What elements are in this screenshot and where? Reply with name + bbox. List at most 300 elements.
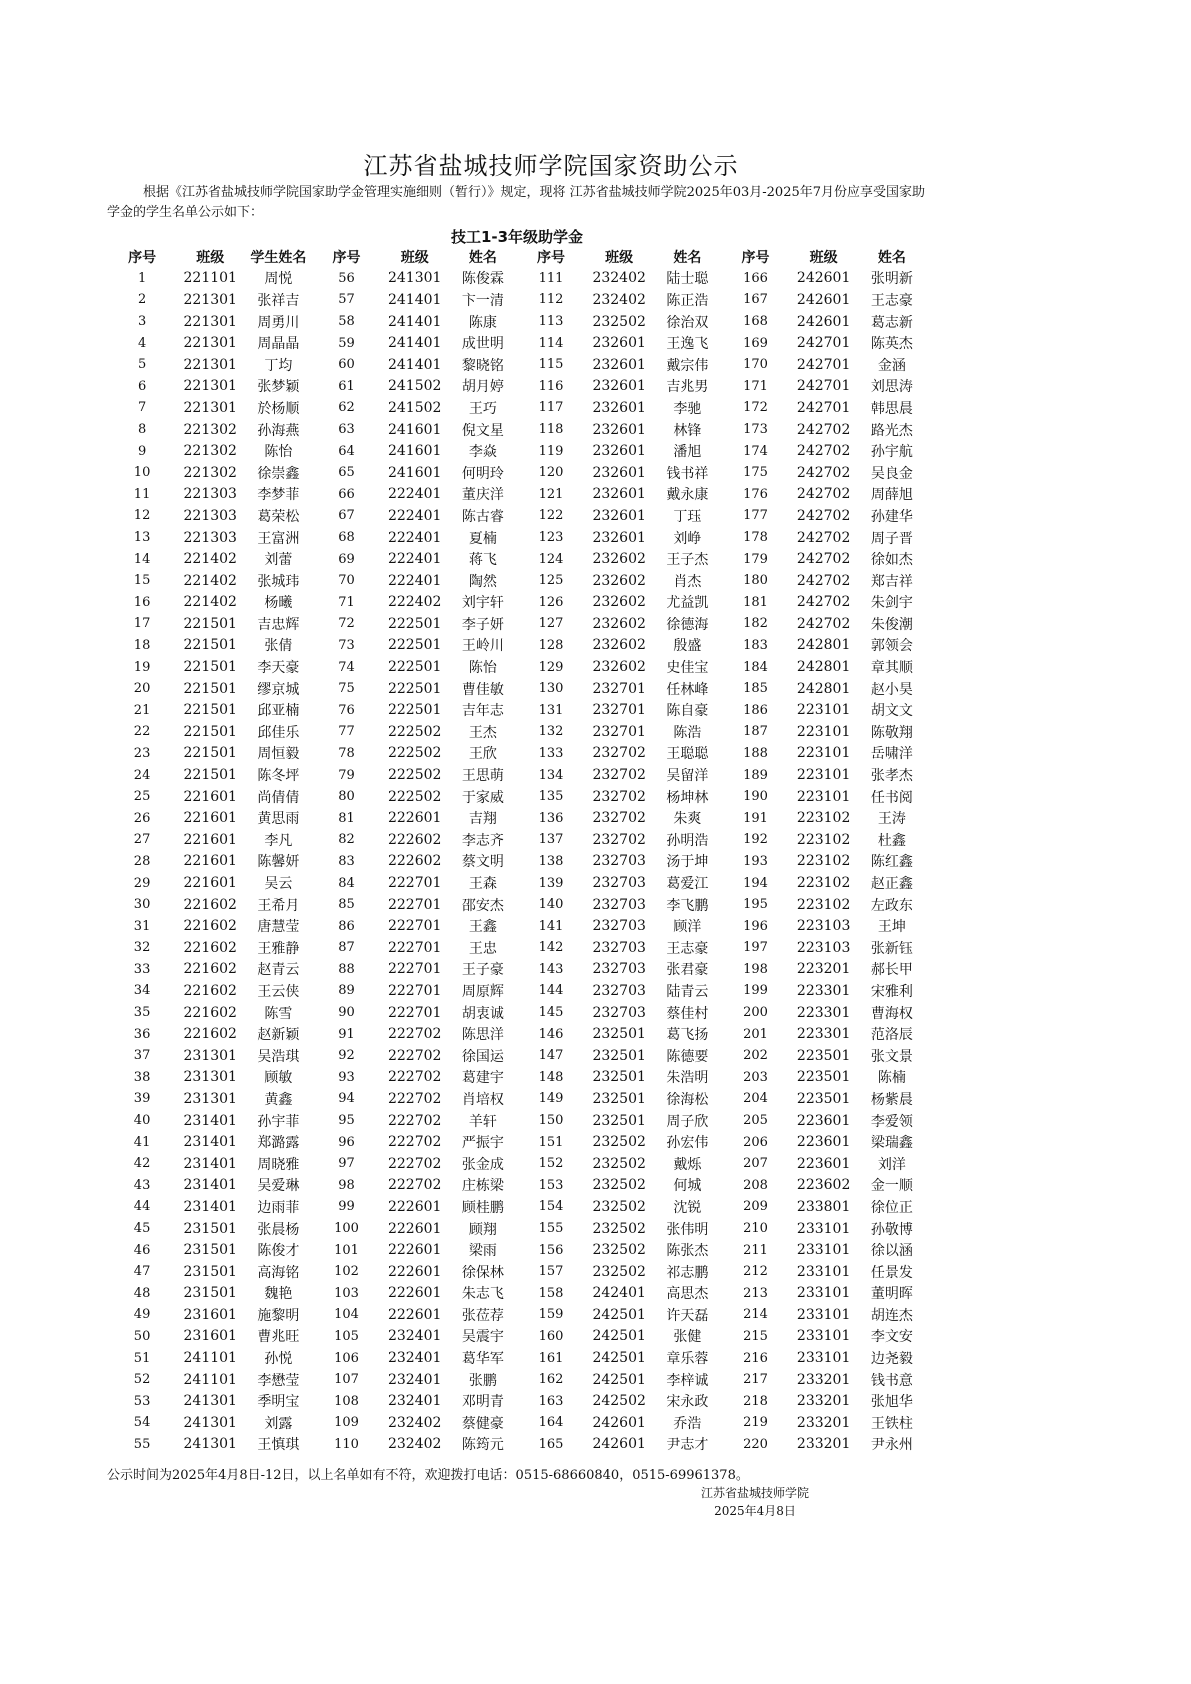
- row-number: 68: [338, 530, 355, 546]
- class-code: 242801: [796, 659, 851, 676]
- class-code: 222602: [387, 831, 442, 848]
- student-name: 葛志新: [870, 314, 913, 331]
- row-number: 124: [538, 551, 564, 567]
- class-code: 233801: [796, 1198, 851, 1215]
- row-number: 69: [338, 551, 355, 567]
- row-number: 174: [743, 443, 768, 459]
- student-name: 於杨顺: [257, 400, 300, 417]
- row-number: 198: [743, 961, 768, 977]
- student-name: 张伟明: [666, 1221, 709, 1238]
- row-number: 208: [743, 1177, 768, 1193]
- class-code: 232402: [592, 270, 646, 287]
- student-name: 王子豪: [461, 962, 504, 979]
- class-code: 222701: [387, 961, 442, 978]
- class-code: 221303: [183, 529, 237, 546]
- row-number: 65: [338, 465, 355, 481]
- class-code: 232402: [592, 291, 646, 308]
- student-name: 孙明浩: [666, 832, 709, 849]
- class-code: 232402: [387, 1436, 442, 1453]
- table-row: [108, 1283, 926, 1305]
- student-name: 王慎琪: [257, 1437, 300, 1454]
- student-name: 陈俊才: [257, 1243, 300, 1260]
- row-number: 167: [743, 292, 768, 308]
- student-name: 陈德要: [666, 1048, 709, 1065]
- row-number: 154: [538, 1199, 564, 1215]
- table-row: [108, 1153, 926, 1175]
- student-name: 葛飞扬: [666, 1027, 709, 1044]
- student-name: 胡衷诚: [461, 1005, 504, 1022]
- class-code: 223101: [796, 745, 851, 762]
- row-number: 108: [334, 1393, 359, 1409]
- row-number: 26: [133, 810, 151, 826]
- row-number: 97: [338, 1156, 355, 1172]
- row-number: 216: [743, 1350, 768, 1366]
- student-name: 汤于坤: [666, 854, 709, 871]
- row-number: 99: [338, 1199, 355, 1215]
- student-name: 陈敬翔: [870, 724, 913, 741]
- student-name: 朱俊潮: [870, 616, 913, 633]
- row-number: 109: [334, 1415, 359, 1431]
- row-number: 62: [338, 400, 355, 416]
- row-number: 135: [538, 789, 564, 805]
- row-number: 49: [133, 1307, 151, 1323]
- class-code: 232602: [592, 551, 646, 568]
- student-name: 李凡: [264, 832, 293, 849]
- row-number: 27: [133, 832, 151, 848]
- student-name: 张鹏: [468, 1372, 497, 1389]
- row-number: 28: [133, 853, 151, 869]
- row-number: 132: [538, 724, 564, 740]
- row-number: 157: [538, 1264, 564, 1280]
- row-number: 43: [133, 1177, 151, 1193]
- class-code: 222601: [387, 1198, 442, 1215]
- table-row: [108, 289, 926, 311]
- row-number: 187: [743, 724, 768, 740]
- student-name: 肖培权: [461, 1091, 504, 1108]
- row-number: 159: [538, 1307, 564, 1323]
- notice-footer: 公示时间为2025年4月8日-12日，以上名单如有不符，欢迎拨打电话：0515-68660840，0515-69961378。: [107, 1468, 749, 1483]
- row-number: 127: [538, 616, 564, 632]
- student-name: 林锋: [673, 422, 702, 439]
- student-name: 陆青云: [666, 983, 709, 1000]
- class-code: 221303: [183, 507, 237, 524]
- row-number: 183: [743, 637, 768, 653]
- row-number: 75: [338, 681, 355, 697]
- class-code: 232601: [592, 378, 646, 395]
- row-number: 64: [338, 443, 355, 459]
- row-number: 141: [538, 918, 564, 934]
- row-number: 100: [334, 1221, 359, 1237]
- student-name: 徐保林: [461, 1264, 504, 1281]
- table-row: [108, 937, 926, 959]
- row-number: 90: [338, 1005, 355, 1021]
- student-name: 羊轩: [468, 1113, 497, 1130]
- table-row: [108, 505, 926, 527]
- student-name: 徐如杰: [870, 552, 913, 569]
- table-row: [108, 656, 926, 678]
- row-number: 195: [743, 897, 768, 913]
- student-name: 陈俊霖: [461, 271, 504, 288]
- table-row: [108, 1390, 926, 1412]
- row-number: 53: [133, 1393, 151, 1409]
- class-code: 232703: [592, 896, 646, 913]
- student-name: 李焱: [468, 444, 497, 461]
- row-number: 158: [538, 1285, 564, 1301]
- student-name: 蔡健豪: [461, 1415, 504, 1432]
- student-name: 王希月: [257, 897, 300, 914]
- student-name: 章其顺: [870, 660, 913, 677]
- row-number: 175: [743, 465, 768, 481]
- row-number: 129: [538, 659, 564, 675]
- row-number: 151: [538, 1134, 564, 1150]
- row-number: 72: [338, 616, 355, 632]
- table-row: [108, 1002, 926, 1024]
- table-row: [108, 786, 926, 808]
- row-number: 84: [338, 875, 355, 891]
- class-code: 242702: [796, 443, 851, 460]
- student-name: 肖杰: [673, 573, 702, 590]
- student-name: 陈康: [468, 314, 497, 331]
- student-name: 顾桂鹏: [461, 1199, 504, 1216]
- row-number: 66: [338, 486, 355, 502]
- row-number: 105: [334, 1328, 359, 1344]
- row-number: 92: [338, 1048, 355, 1064]
- class-code: 221601: [183, 831, 237, 848]
- row-number: 169: [743, 335, 768, 351]
- class-code: 222601: [387, 1263, 442, 1280]
- row-number: 13: [133, 530, 151, 546]
- row-number: 180: [743, 573, 768, 589]
- row-number: 219: [743, 1415, 768, 1431]
- class-code: 232601: [592, 529, 646, 546]
- table-row: [108, 1218, 926, 1240]
- class-code: 241301: [183, 1436, 237, 1453]
- row-number: 120: [538, 465, 564, 481]
- column-header: 姓名: [468, 249, 497, 266]
- class-code: 233201: [796, 1371, 851, 1388]
- student-name: 钱书意: [870, 1372, 913, 1389]
- table-row: [108, 397, 926, 419]
- student-name: 尤益凯: [666, 595, 709, 612]
- row-number: 139: [538, 875, 564, 891]
- row-number: 128: [538, 637, 564, 653]
- class-code: 222601: [387, 1306, 442, 1323]
- row-number: 113: [538, 314, 564, 330]
- table-row: [108, 1088, 926, 1110]
- class-code: 242702: [796, 507, 851, 524]
- student-name: 陆士聪: [666, 271, 709, 288]
- student-name: 胡月婷: [461, 379, 504, 396]
- class-code: 221602: [183, 918, 237, 935]
- class-code: 222401: [387, 507, 442, 524]
- student-name: 陈怡: [264, 444, 293, 461]
- student-name: 吴浩琪: [257, 1048, 300, 1065]
- row-number: 86: [338, 918, 355, 934]
- row-number: 18: [133, 637, 151, 653]
- class-code: 222702: [387, 1112, 442, 1129]
- signature-org: 江苏省盐城技师学院: [700, 1486, 809, 1500]
- student-name: 金涵: [877, 357, 906, 374]
- row-number: 51: [133, 1350, 151, 1366]
- row-number: 152: [538, 1156, 564, 1172]
- class-code: 232501: [592, 1090, 646, 1107]
- student-name: 徐以涵: [870, 1243, 913, 1260]
- signature-date: 2025年4月8日: [714, 1504, 796, 1518]
- row-number: 8: [137, 422, 147, 438]
- class-code: 231501: [183, 1242, 237, 1259]
- column-header: 序号: [332, 249, 361, 266]
- student-name: 黎晓铭: [461, 357, 504, 374]
- row-number: 35: [133, 1005, 151, 1021]
- student-name: 缪京城: [257, 681, 300, 698]
- class-code: 223101: [796, 767, 851, 784]
- row-number: 87: [338, 940, 355, 956]
- student-name: 张孝杰: [870, 768, 913, 785]
- student-name: 刘蕾: [264, 552, 293, 569]
- class-code: 233101: [796, 1263, 851, 1280]
- class-code: 222502: [387, 723, 442, 740]
- student-name: 徐位正: [870, 1199, 913, 1216]
- row-number: 79: [338, 767, 355, 783]
- student-name: 岳啸洋: [870, 746, 913, 763]
- student-name: 赵小昊: [870, 681, 913, 698]
- row-number: 188: [743, 745, 768, 761]
- student-name: 邓明青: [461, 1394, 504, 1411]
- row-number: 119: [538, 443, 564, 459]
- student-name: 张新钰: [870, 940, 913, 957]
- class-code: 241502: [387, 378, 442, 395]
- class-code: 232702: [592, 767, 646, 784]
- row-number: 104: [334, 1307, 359, 1323]
- row-number: 3: [137, 314, 147, 330]
- class-code: 221601: [183, 810, 237, 827]
- table-row: [108, 1110, 926, 1132]
- table-row: [108, 829, 926, 851]
- student-name: 蒋飞: [468, 552, 497, 569]
- row-number: 116: [538, 378, 564, 394]
- class-code: 232701: [592, 702, 646, 719]
- class-code: 223601: [796, 1134, 851, 1151]
- class-code: 232602: [592, 659, 646, 676]
- row-number: 181: [743, 594, 768, 610]
- student-name: 尚倩倩: [257, 789, 300, 806]
- student-name: 陈筠元: [461, 1437, 504, 1454]
- class-code: 223102: [796, 853, 851, 870]
- row-number: 200: [743, 1005, 768, 1021]
- row-number: 214: [743, 1307, 768, 1323]
- class-code: 242501: [592, 1350, 646, 1367]
- student-name: 吴爱琳: [257, 1178, 300, 1195]
- row-number: 150: [538, 1113, 564, 1129]
- student-name: 乔浩: [673, 1415, 702, 1432]
- row-number: 197: [743, 940, 768, 956]
- class-code: 222702: [387, 1026, 442, 1043]
- row-number: 2: [137, 292, 147, 308]
- class-code: 233101: [796, 1306, 851, 1323]
- student-name: 邱佳乐: [257, 724, 300, 741]
- class-code: 232401: [387, 1350, 442, 1367]
- class-code: 241401: [387, 313, 442, 330]
- student-name: 魏艳: [264, 1286, 293, 1303]
- student-name: 李子妍: [461, 616, 504, 633]
- table-row: [108, 354, 926, 376]
- student-name: 胡文文: [870, 703, 913, 720]
- row-number: 147: [538, 1048, 564, 1064]
- row-number: 31: [133, 918, 151, 934]
- table-row: [108, 915, 926, 937]
- student-name: 成世明: [461, 336, 504, 353]
- student-name: 葛建宇: [461, 1070, 504, 1087]
- student-name: 王志豪: [870, 292, 913, 309]
- row-number: 61: [338, 378, 355, 394]
- student-name: 尹志才: [666, 1437, 709, 1454]
- class-code: 241601: [387, 443, 442, 460]
- table-row: [108, 527, 926, 549]
- table-row: [108, 1347, 926, 1369]
- row-number: 155: [538, 1221, 564, 1237]
- class-code: 232402: [387, 1414, 442, 1431]
- student-name: 葛爱江: [666, 876, 709, 893]
- class-code: 232601: [592, 443, 646, 460]
- row-number: 63: [338, 422, 355, 438]
- row-number: 34: [133, 983, 151, 999]
- row-number: 80: [338, 789, 355, 805]
- row-number: 78: [338, 745, 355, 761]
- row-number: 190: [743, 789, 768, 805]
- class-code: 222501: [387, 680, 442, 697]
- student-name: 吉忠辉: [257, 616, 300, 633]
- class-code: 233101: [796, 1242, 851, 1259]
- class-code: 232501: [592, 1112, 646, 1129]
- class-code: 242401: [592, 1285, 646, 1302]
- row-number: 140: [538, 897, 564, 913]
- row-number: 148: [538, 1069, 564, 1085]
- class-code: 221501: [183, 637, 237, 654]
- row-number: 5: [137, 357, 147, 373]
- row-number: 112: [538, 292, 564, 308]
- row-number: 96: [338, 1134, 355, 1150]
- class-code: 232401: [387, 1328, 442, 1345]
- student-name: 杨曦: [264, 595, 293, 612]
- table-row: [108, 419, 926, 441]
- student-name: 周晶晶: [257, 336, 300, 353]
- class-code: 223103: [796, 939, 851, 956]
- student-name: 陈自豪: [666, 703, 709, 720]
- row-number: 91: [338, 1026, 355, 1042]
- student-name: 尹永州: [870, 1437, 913, 1454]
- row-number: 24: [133, 767, 151, 783]
- row-number: 176: [743, 486, 768, 502]
- student-name: 孙宏伟: [666, 1135, 709, 1152]
- class-code: 221302: [183, 421, 237, 438]
- row-number: 46: [133, 1242, 151, 1258]
- class-code: 242702: [796, 615, 851, 632]
- student-name: 周原辉: [461, 983, 504, 1000]
- class-code: 221602: [183, 1004, 237, 1021]
- table-row: [108, 592, 926, 614]
- row-number: 71: [338, 594, 355, 610]
- column-header: 班级: [196, 249, 225, 266]
- document-title: 江苏省盐城技师学院国家资助公示: [363, 152, 739, 180]
- student-name: 李志齐: [461, 832, 504, 849]
- class-code: 232502: [592, 1155, 646, 1172]
- student-name: 朱剑宇: [870, 595, 913, 612]
- class-code: 221301: [183, 313, 237, 330]
- table-row: [108, 699, 926, 721]
- row-number: 193: [743, 853, 768, 869]
- class-code: 222502: [387, 767, 442, 784]
- student-name: 葛华军: [461, 1351, 504, 1368]
- class-code: 221501: [183, 702, 237, 719]
- student-name: 郝长甲: [870, 962, 913, 979]
- student-name: 王雅静: [257, 940, 300, 957]
- table-row: [108, 613, 926, 635]
- student-name: 王云侠: [257, 983, 300, 1000]
- class-code: 242701: [796, 356, 851, 373]
- class-code: 242601: [592, 1414, 646, 1431]
- row-number: 67: [338, 508, 355, 524]
- student-name: 陈雪: [264, 1005, 293, 1022]
- student-name: 赵新颖: [257, 1027, 300, 1044]
- row-number: 145: [538, 1005, 564, 1021]
- class-code: 222702: [387, 1090, 442, 1107]
- class-code: 223101: [796, 788, 851, 805]
- class-code: 231301: [183, 1069, 237, 1086]
- row-number: 6: [137, 378, 147, 394]
- class-code: 232602: [592, 594, 646, 611]
- row-number: 20: [133, 681, 151, 697]
- class-code: 221601: [183, 853, 237, 870]
- class-code: 232703: [592, 1004, 646, 1021]
- class-code: 221501: [183, 723, 237, 740]
- class-code: 242601: [796, 313, 851, 330]
- row-number: 211: [743, 1242, 768, 1258]
- row-number: 179: [743, 551, 768, 567]
- class-code: 232702: [592, 810, 646, 827]
- student-name: 吴震宇: [461, 1329, 504, 1346]
- row-number: 19: [133, 659, 151, 675]
- class-code: 223501: [796, 1069, 851, 1086]
- class-code: 221301: [183, 291, 237, 308]
- row-number: 130: [538, 681, 564, 697]
- row-number: 178: [743, 530, 768, 546]
- table-row: [108, 1239, 926, 1261]
- class-code: 223601: [796, 1155, 851, 1172]
- class-code: 222701: [387, 982, 442, 999]
- student-name: 周子欣: [666, 1113, 709, 1130]
- class-code: 222501: [387, 637, 442, 654]
- class-code: 223201: [796, 961, 851, 978]
- row-number: 106: [334, 1350, 359, 1366]
- student-name: 左政东: [870, 897, 913, 914]
- row-number: 177: [743, 508, 768, 524]
- class-code: 232501: [592, 1026, 646, 1043]
- table-row: [108, 1304, 926, 1326]
- class-code: 223102: [796, 810, 851, 827]
- student-name: 韩思晨: [870, 400, 913, 417]
- student-name: 高思杰: [666, 1286, 709, 1303]
- row-number: 82: [338, 832, 355, 848]
- class-code: 221501: [183, 680, 237, 697]
- row-number: 126: [538, 594, 564, 610]
- class-code: 232601: [592, 421, 646, 438]
- row-number: 171: [743, 378, 768, 394]
- class-code: 231401: [183, 1177, 237, 1194]
- class-code: 231401: [183, 1198, 237, 1215]
- class-code: 232602: [592, 615, 646, 632]
- student-name: 王鑫: [468, 919, 497, 936]
- student-name: 赵正鑫: [870, 876, 913, 893]
